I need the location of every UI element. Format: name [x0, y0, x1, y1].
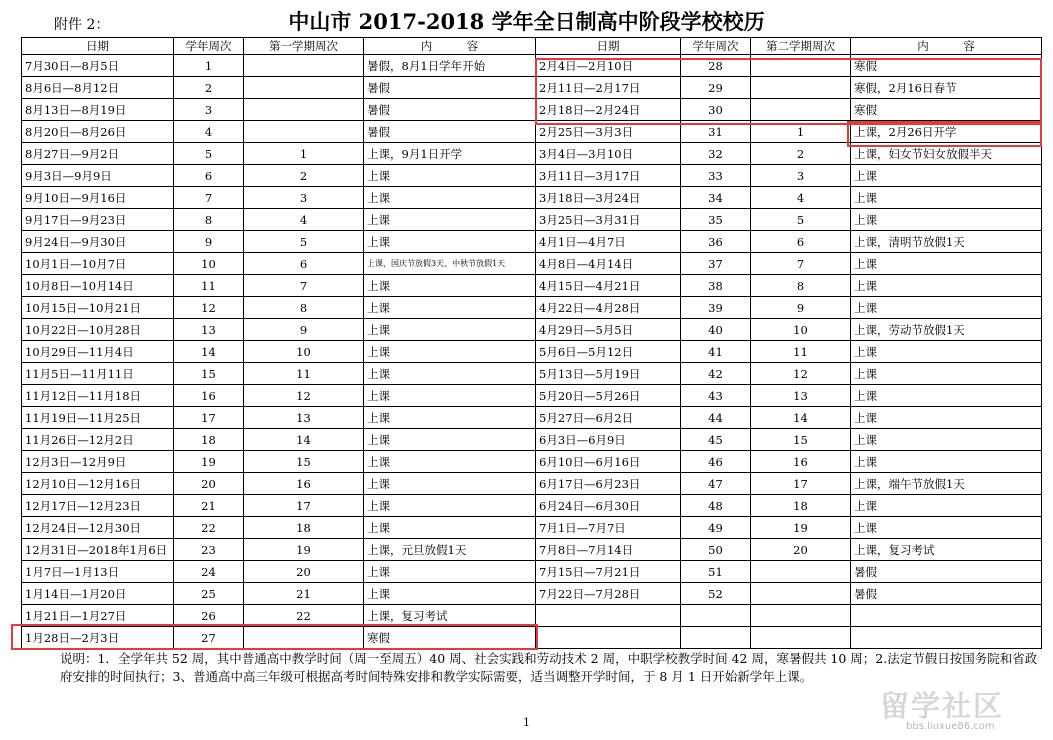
cell-date-1: 1月28日—2月3日 [22, 627, 174, 649]
table-row [22, 297, 1042, 319]
cell-year-week-1: 17 [174, 407, 244, 429]
col-header-term2-week: 第二学期周次 [751, 38, 851, 55]
col-header-year-week-2: 学年周次 [681, 38, 751, 55]
table-row [22, 385, 1042, 407]
col-header-term1-week: 第一学期周次 [244, 38, 364, 55]
col-header-content-1: 内 容 [364, 38, 536, 55]
table-row [22, 539, 1042, 561]
cell-year-week-1: 18 [174, 429, 244, 451]
cell-term2-week: 13 [751, 385, 851, 407]
table-row [22, 517, 1042, 539]
table-row [22, 319, 1042, 341]
cell-content-2: 上课 [851, 341, 1042, 363]
cell-term2-week [751, 583, 851, 605]
cell-term1-week: 11 [244, 363, 364, 385]
cell-term2-week: 16 [751, 451, 851, 473]
cell-year-week-2 [681, 605, 751, 627]
table-row [22, 561, 1042, 583]
cell-content-1: 暑假，8月1日学年开始 [364, 55, 536, 77]
cell-date-2 [536, 605, 681, 627]
cell-year-week-2: 42 [681, 363, 751, 385]
cell-date-2: 2月18日—2月24日 [536, 99, 681, 121]
cell-year-week-1: 2 [174, 77, 244, 99]
table-row [22, 77, 1042, 99]
cell-year-week-1: 13 [174, 319, 244, 341]
cell-date-1: 8月6日—8月12日 [22, 77, 174, 99]
cell-term2-week [751, 561, 851, 583]
cell-content-1: 上课 [364, 561, 536, 583]
cell-date-2: 2月25日—3月3日 [536, 121, 681, 143]
cell-date-2: 7月15日—7月21日 [536, 561, 681, 583]
cell-content-2: 上课 [851, 495, 1042, 517]
cell-year-week-2: 43 [681, 385, 751, 407]
cell-content-2: 上课 [851, 451, 1042, 473]
table-header-row [22, 38, 1042, 55]
cell-content-1: 上课 [364, 363, 536, 385]
cell-year-week-1: 22 [174, 517, 244, 539]
cell-term1-week: 17 [244, 495, 364, 517]
cell-term2-week: 17 [751, 473, 851, 495]
cell-year-week-2: 37 [681, 253, 751, 275]
cell-date-1: 9月3日—9月9日 [22, 165, 174, 187]
cell-term1-week: 15 [244, 451, 364, 473]
cell-date-2: 5月27日—6月2日 [536, 407, 681, 429]
cell-term1-week: 22 [244, 605, 364, 627]
cell-content-1: 上课 [364, 429, 536, 451]
cell-year-week-2: 30 [681, 99, 751, 121]
cell-content-2: 上课，妇女节妇女放假半天 [851, 143, 1042, 165]
cell-date-1: 9月24日—9月30日 [22, 231, 174, 253]
cell-year-week-1: 27 [174, 627, 244, 649]
cell-year-week-1: 23 [174, 539, 244, 561]
calendar-body [22, 55, 1042, 649]
cell-year-week-1: 19 [174, 451, 244, 473]
cell-date-1: 8月13日—8月19日 [22, 99, 174, 121]
cell-date-1: 11月5日—11月11日 [22, 363, 174, 385]
cell-term1-week: 4 [244, 209, 364, 231]
cell-term1-week: 21 [244, 583, 364, 605]
cell-date-2: 5月13日—5月19日 [536, 363, 681, 385]
cell-year-week-2: 45 [681, 429, 751, 451]
cell-date-2: 4月8日—4月14日 [536, 253, 681, 275]
cell-year-week-2: 46 [681, 451, 751, 473]
cell-term2-week: 7 [751, 253, 851, 275]
col-header-date-2: 日期 [536, 38, 681, 55]
cell-term1-week [244, 627, 364, 649]
cell-date-1: 10月1日—10月7日 [22, 253, 174, 275]
cell-content-2: 上课 [851, 363, 1042, 385]
cell-year-week-1: 14 [174, 341, 244, 363]
watermark-logo: 留学社区 [880, 689, 1005, 723]
cell-content-1: 上课 [364, 297, 536, 319]
cell-content-2: 上课 [851, 187, 1042, 209]
cell-date-2: 4月29日—5月5日 [536, 319, 681, 341]
table-row [22, 165, 1042, 187]
cell-year-week-1: 24 [174, 561, 244, 583]
cell-date-2: 4月15日—4月21日 [536, 275, 681, 297]
cell-date-1: 1月21日—1月27日 [22, 605, 174, 627]
cell-content-2: 上课 [851, 165, 1042, 187]
cell-year-week-1: 3 [174, 99, 244, 121]
table-row [22, 605, 1042, 627]
cell-term1-week: 7 [244, 275, 364, 297]
table-row [22, 121, 1042, 143]
cell-content-2: 上课 [851, 209, 1042, 231]
cell-term1-week: 18 [244, 517, 364, 539]
cell-date-2: 6月3日—6月9日 [536, 429, 681, 451]
cell-date-1: 11月19日—11月25日 [22, 407, 174, 429]
cell-year-week-1: 15 [174, 363, 244, 385]
cell-term2-week: 9 [751, 297, 851, 319]
cell-date-2: 7月1日—7月7日 [536, 517, 681, 539]
cell-year-week-2: 28 [681, 55, 751, 77]
cell-year-week-2: 41 [681, 341, 751, 363]
col-header-date-1: 日期 [22, 38, 174, 55]
page-number: 1 [523, 716, 530, 729]
cell-date-1: 9月10日—9月16日 [22, 187, 174, 209]
cell-date-2 [536, 627, 681, 649]
cell-term1-week: 1 [244, 143, 364, 165]
cell-term1-week: 13 [244, 407, 364, 429]
cell-year-week-1: 1 [174, 55, 244, 77]
cell-year-week-2 [681, 627, 751, 649]
cell-term2-week: 5 [751, 209, 851, 231]
table-row [22, 143, 1042, 165]
cell-content-2 [851, 605, 1042, 627]
cell-term2-week: 2 [751, 143, 851, 165]
cell-term1-week: 16 [244, 473, 364, 495]
cell-date-1: 11月26日—12月2日 [22, 429, 174, 451]
cell-term2-week [751, 77, 851, 99]
table-row [22, 407, 1042, 429]
cell-term1-week: 3 [244, 187, 364, 209]
cell-year-week-2: 48 [681, 495, 751, 517]
cell-content-1: 上课 [364, 473, 536, 495]
cell-content-2: 暑假 [851, 561, 1042, 583]
table-row [22, 451, 1042, 473]
cell-date-1: 10月8日—10月14日 [22, 275, 174, 297]
cell-term2-week: 3 [751, 165, 851, 187]
cell-term1-week: 9 [244, 319, 364, 341]
cell-content-2: 上课 [851, 275, 1042, 297]
cell-date-2: 6月17日—6月23日 [536, 473, 681, 495]
cell-date-1: 7月30日—8月5日 [22, 55, 174, 77]
cell-year-week-1: 12 [174, 297, 244, 319]
cell-date-1: 9月17日—9月23日 [22, 209, 174, 231]
cell-year-week-2: 49 [681, 517, 751, 539]
cell-year-week-1: 6 [174, 165, 244, 187]
table-row [22, 495, 1042, 517]
cell-term2-week: 19 [751, 517, 851, 539]
cell-year-week-2: 32 [681, 143, 751, 165]
cell-date-1: 1月14日—1月20日 [22, 583, 174, 605]
cell-content-1: 上课，元旦放假1天 [364, 539, 536, 561]
cell-date-2: 3月11日—3月17日 [536, 165, 681, 187]
cell-content-1: 上课 [364, 231, 536, 253]
cell-date-1: 11月12日—11月18日 [22, 385, 174, 407]
cell-term1-week: 19 [244, 539, 364, 561]
table-row [22, 187, 1042, 209]
cell-content-1: 上课 [364, 187, 536, 209]
cell-year-week-2: 47 [681, 473, 751, 495]
cell-term2-week: 8 [751, 275, 851, 297]
cell-date-1: 12月24日—12月30日 [22, 517, 174, 539]
col-header-year-week-1: 学年周次 [174, 38, 244, 55]
cell-term2-week [751, 627, 851, 649]
cell-content-2: 上课 [851, 429, 1042, 451]
cell-year-week-2: 34 [681, 187, 751, 209]
cell-year-week-1: 9 [174, 231, 244, 253]
cell-content-1: 上课 [364, 275, 536, 297]
cell-term2-week: 15 [751, 429, 851, 451]
cell-content-2: 寒假 [851, 99, 1042, 121]
cell-term2-week: 18 [751, 495, 851, 517]
table-row [22, 473, 1042, 495]
cell-year-week-1: 20 [174, 473, 244, 495]
cell-year-week-2: 51 [681, 561, 751, 583]
cell-content-2: 暑假 [851, 583, 1042, 605]
cell-year-week-1: 26 [174, 605, 244, 627]
cell-term1-week: 2 [244, 165, 364, 187]
cell-content-1: 上课 [364, 495, 536, 517]
cell-year-week-1: 7 [174, 187, 244, 209]
cell-date-2: 2月11日—2月17日 [536, 77, 681, 99]
cell-term2-week [751, 55, 851, 77]
cell-term1-week: 6 [244, 253, 364, 275]
cell-term2-week: 12 [751, 363, 851, 385]
cell-date-2: 5月6日—5月12日 [536, 341, 681, 363]
cell-date-1: 10月15日—10月21日 [22, 297, 174, 319]
table-row [22, 99, 1042, 121]
cell-date-1: 8月27日—9月2日 [22, 143, 174, 165]
cell-content-2: 上课 [851, 385, 1042, 407]
table-row [22, 583, 1042, 605]
cell-term1-week [244, 99, 364, 121]
cell-year-week-2: 31 [681, 121, 751, 143]
cell-year-week-2: 40 [681, 319, 751, 341]
table-row [22, 253, 1042, 275]
table-row [22, 231, 1042, 253]
table-row [22, 627, 1042, 649]
cell-content-1: 上课，9月1日开学 [364, 143, 536, 165]
cell-date-2: 6月10日—6月16日 [536, 451, 681, 473]
table-row [22, 363, 1042, 385]
cell-date-1: 12月17日—12月23日 [22, 495, 174, 517]
cell-term2-week: 14 [751, 407, 851, 429]
cell-content-1: 暑假 [364, 121, 536, 143]
cell-year-week-1: 8 [174, 209, 244, 231]
cell-term2-week: 1 [751, 121, 851, 143]
cell-year-week-1: 25 [174, 583, 244, 605]
cell-content-1: 上课 [364, 165, 536, 187]
page-title: 中山市 2017-2018 学年全日制高中阶段学校校历 [288, 9, 765, 34]
cell-year-week-2: 50 [681, 539, 751, 561]
cell-content-2: 上课 [851, 517, 1042, 539]
cell-year-week-1: 11 [174, 275, 244, 297]
cell-year-week-1: 16 [174, 385, 244, 407]
cell-term1-week: 8 [244, 297, 364, 319]
cell-year-week-2: 36 [681, 231, 751, 253]
cell-year-week-1: 10 [174, 253, 244, 275]
cell-content-1: 上课，国庆节放假3天、中秋节放假1天 [364, 253, 536, 275]
cell-content-1: 上课 [364, 517, 536, 539]
cell-content-2: 上课 [851, 297, 1042, 319]
cell-content-1: 上课 [364, 451, 536, 473]
cell-date-2: 3月25日—3月31日 [536, 209, 681, 231]
cell-date-2: 3月4日—3月10日 [536, 143, 681, 165]
table-row [22, 341, 1042, 363]
cell-year-week-2: 29 [681, 77, 751, 99]
table-row [22, 55, 1042, 77]
cell-date-1: 12月3日—12月9日 [22, 451, 174, 473]
cell-year-week-2: 38 [681, 275, 751, 297]
cell-date-1: 12月10日—12月16日 [22, 473, 174, 495]
table-row [22, 429, 1042, 451]
cell-term1-week: 12 [244, 385, 364, 407]
cell-date-1: 8月20日—8月26日 [22, 121, 174, 143]
cell-year-week-2: 44 [681, 407, 751, 429]
cell-content-2 [851, 627, 1042, 649]
cell-term2-week: 10 [751, 319, 851, 341]
cell-content-1: 上课 [364, 341, 536, 363]
table-row [22, 275, 1042, 297]
cell-content-2: 寒假，2月16日春节 [851, 77, 1042, 99]
cell-content-1: 寒假 [364, 627, 536, 649]
cell-term2-week [751, 99, 851, 121]
cell-date-2: 5月20日—5月26日 [536, 385, 681, 407]
cell-date-2: 3月18日—3月24日 [536, 187, 681, 209]
cell-term1-week: 14 [244, 429, 364, 451]
watermark [880, 684, 1050, 734]
cell-term1-week [244, 121, 364, 143]
cell-content-2: 上课，复习考试 [851, 539, 1042, 561]
cell-date-2: 4月22日—4月28日 [536, 297, 681, 319]
attachment-label: 附件 2： [54, 17, 110, 33]
cell-year-week-2: 39 [681, 297, 751, 319]
cell-content-2: 寒假 [851, 55, 1042, 77]
cell-year-week-1: 4 [174, 121, 244, 143]
cell-date-2: 6月24日—6月30日 [536, 495, 681, 517]
cell-content-1: 暑假 [364, 99, 536, 121]
cell-term1-week [244, 77, 364, 99]
cell-content-2: 上课 [851, 407, 1042, 429]
cell-date-2: 7月22日—7月28日 [536, 583, 681, 605]
cell-year-week-2: 33 [681, 165, 751, 187]
school-calendar-table [21, 37, 1042, 649]
cell-term2-week: 11 [751, 341, 851, 363]
cell-term1-week: 5 [244, 231, 364, 253]
cell-date-1: 10月29日—11月4日 [22, 341, 174, 363]
cell-date-2: 4月1日—4月7日 [536, 231, 681, 253]
cell-content-2: 上课，2月26日开学 [851, 121, 1042, 143]
cell-year-week-2: 52 [681, 583, 751, 605]
cell-content-1: 上课 [364, 583, 536, 605]
cell-term2-week: 20 [751, 539, 851, 561]
cell-content-2: 上课，清明节放假1天 [851, 231, 1042, 253]
cell-year-week-1: 21 [174, 495, 244, 517]
cell-term1-week [244, 55, 364, 77]
cell-content-2: 上课 [851, 253, 1042, 275]
table-row [22, 209, 1042, 231]
cell-content-1: 暑假 [364, 77, 536, 99]
cell-term2-week [751, 605, 851, 627]
cell-year-week-2: 35 [681, 209, 751, 231]
cell-date-2: 7月8日—7月14日 [536, 539, 681, 561]
cell-date-1: 12月31日—2018年1月6日 [22, 539, 174, 561]
cell-content-1: 上课 [364, 319, 536, 341]
cell-term1-week: 20 [244, 561, 364, 583]
cell-content-1: 上课，复习考试 [364, 605, 536, 627]
cell-term1-week: 10 [244, 341, 364, 363]
cell-date-1: 10月22日—10月28日 [22, 319, 174, 341]
cell-term2-week: 6 [751, 231, 851, 253]
cell-content-1: 上课 [364, 385, 536, 407]
cell-term2-week: 4 [751, 187, 851, 209]
cell-content-1: 上课 [364, 209, 536, 231]
notes-text: 说明：1．全学年共 52 周，其中普通高中教学时间（周一至周五）40 周、社会实践和劳动技术 2 周，中职学校教学时间 42 周，寒暑假共 10 周；2.法定节假日按国务院和省政府安排的时间执行；3、普通高中高三年级可根据高考时间特殊安排和教学实际需要，适当调整开学时间，于 8 月 1 日开始新学年上课。 [60, 651, 1038, 684]
cell-content-2: 上课，端午节放假1天 [851, 473, 1042, 495]
cell-date-1: 1月7日—1月13日 [22, 561, 174, 583]
cell-date-2: 2月4日—2月10日 [536, 55, 681, 77]
watermark-url: bbs.liuxue86.com [906, 721, 995, 732]
cell-year-week-1: 5 [174, 143, 244, 165]
col-header-content-2: 内 容 [851, 38, 1042, 55]
cell-content-1: 上课 [364, 407, 536, 429]
cell-content-2: 上课，劳动节放假1天 [851, 319, 1042, 341]
